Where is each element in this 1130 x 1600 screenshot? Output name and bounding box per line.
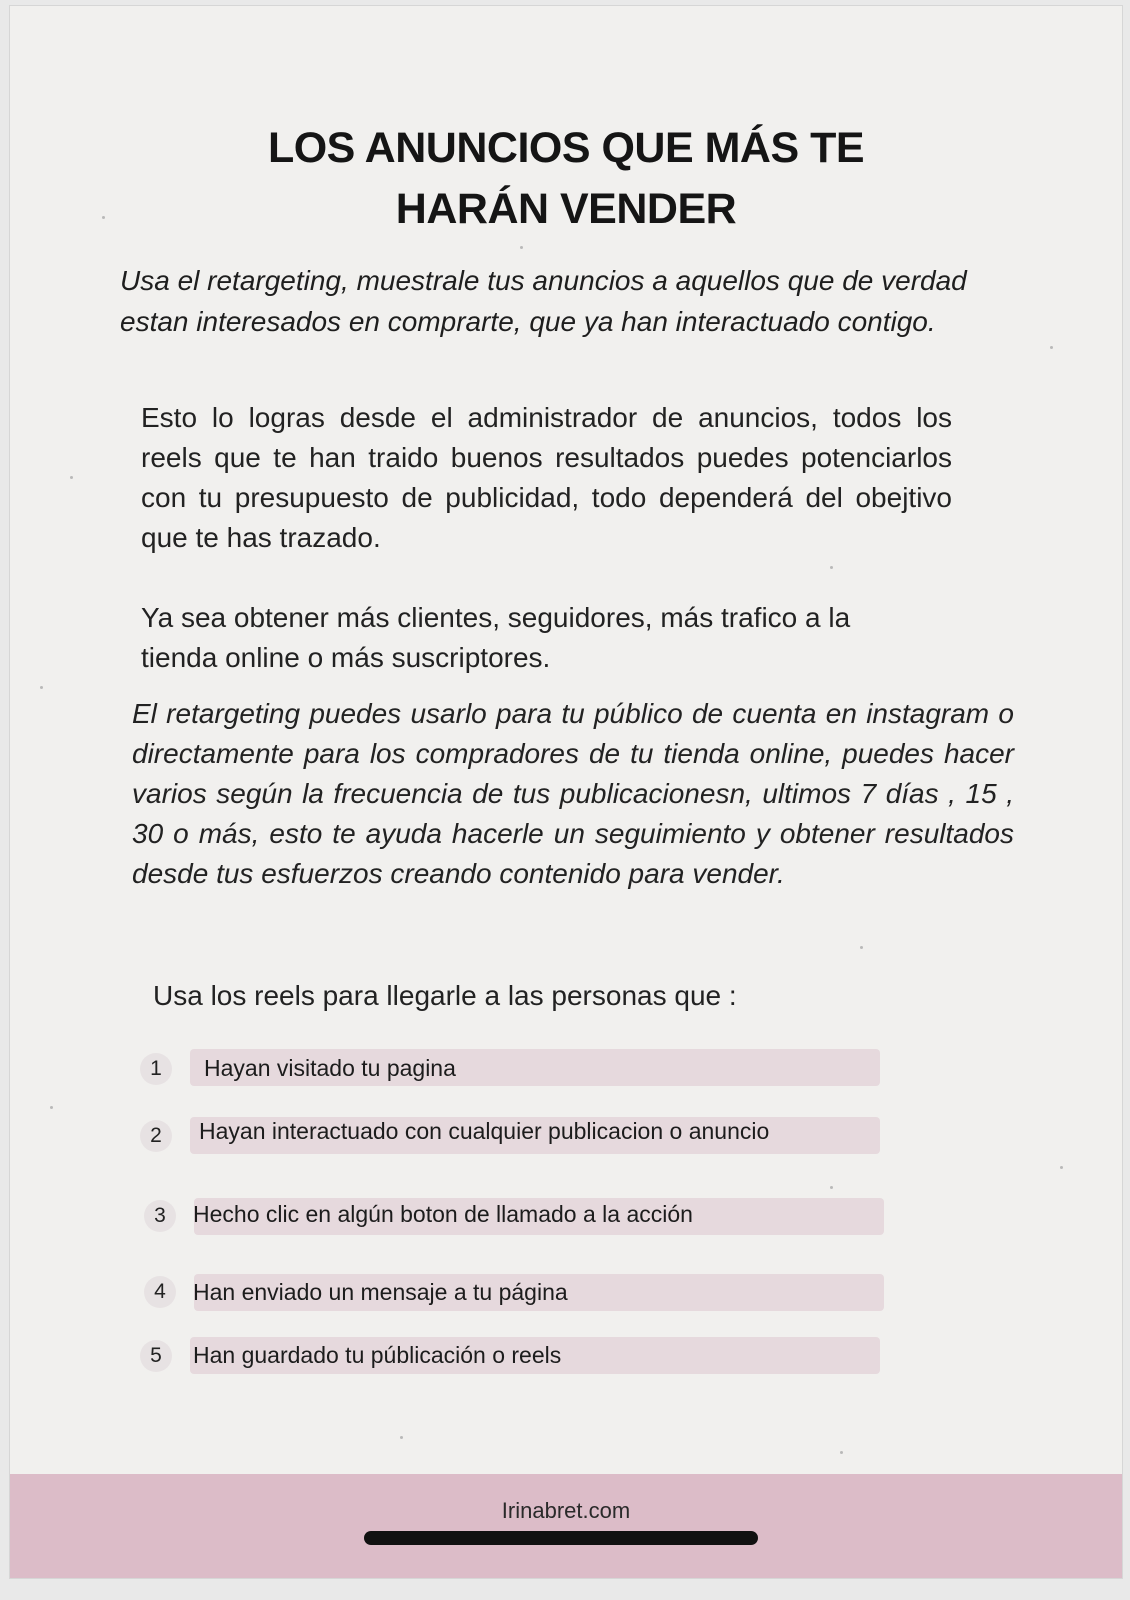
page-title [10,118,1122,240]
item-text: Hayan interactuado con cualquier publicacion o anuncio [199,1118,770,1144]
goals-paragraph [141,598,952,678]
intro-paragraph [120,260,1020,342]
title-line-1: LOS ANUNCIOS QUE MÁS TE [267,124,865,172]
item-text: Hayan visitado tu pagina [204,1055,456,1081]
home-indicator-bar[interactable] [364,1531,758,1545]
title-line-2: HARÁN VENDER [395,185,737,233]
retargeting-paragraph: El retargeting puedes usarlo para tu público de cuenta en instagram o directamente para los compradores de tu tienda online, puedes hacer varios según la frecuencia de tus publicacionesn, ultimos 7 días , 15 , 30 o más, esto te ayuda hacerle un seguimiento y obtener resultados desde tus esfuerzos creando contenido para vender. [132,698,1014,889]
item-number: 3 [144,1200,176,1232]
paper-speck [830,1186,833,1189]
document-page [9,5,1123,1579]
intro-line-1: Usa el retargeting, muestrale tus anuncios a aquellos que de verdad [120,265,967,296]
paper-speck [70,476,73,479]
paper-speck [1060,1166,1063,1169]
item-number: 4 [144,1276,176,1308]
paper-speck [860,946,863,949]
paper-speck [840,1451,843,1454]
footer-website: Irinabret.com [501,1498,631,1523]
item-text: Hecho clic en algún boton de llamado a la acción [193,1201,693,1227]
goals-line-1: Ya sea obtener más clientes, seguidores, más trafico a la [141,602,851,633]
paper-speck [1050,346,1053,349]
goals-line-2: tienda online o más suscriptores. [141,642,551,673]
item-number: 5 [140,1340,172,1372]
intro-line-2: estan interesados en comprarte, que ya han interactuado contigo. [120,306,936,337]
footer-band [10,1474,1122,1578]
item-text: Han enviado un mensaje a tu página [193,1279,568,1305]
paper-speck [520,246,523,249]
admin-paragraph: Esto lo logras desde el administrador de anuncios, todos los reels que te han traido buenos resultados puedes potenciarlos con tu presupuesto de publicidad, todo dependerá del obejtivo que te has trazado. [141,402,952,553]
paper-speck [830,566,833,569]
item-number: 1 [140,1053,172,1085]
paper-speck [40,686,43,689]
list-lead: Usa los reels para llegarle a las personas que : [153,980,737,1011]
paper-speck [400,1436,403,1439]
item-text: Han guardado tu públicación o reels [193,1342,562,1368]
paper-speck [50,1106,53,1109]
item-number: 2 [140,1120,172,1152]
